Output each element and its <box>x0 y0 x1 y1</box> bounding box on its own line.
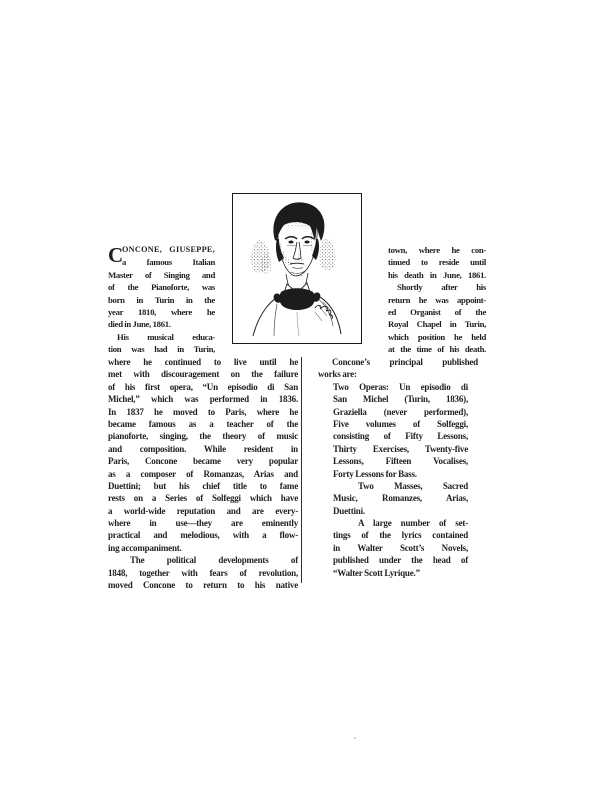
text-line: town, where he con- <box>388 245 486 255</box>
text-line: pianoforte, singing, the theory of music <box>108 431 298 442</box>
text-line: consisting of Fifty Lessons, <box>333 431 468 442</box>
text-line: of his first opera, “Un episodio di San <box>108 381 298 392</box>
text-line: tings of the lyrics contained <box>333 530 468 541</box>
text-line: tion was had in Turin, <box>108 344 215 355</box>
text-line: practical and melodious, with a flow- <box>108 530 298 541</box>
text-line: In 1837 he moved to Paris, where he <box>108 406 298 417</box>
text-line: where in use—they are eminently <box>108 518 298 529</box>
text-line: Lessons, Fifteen Vocalises, <box>333 456 468 467</box>
text-line: Two Operas: Un episodio di <box>333 381 468 392</box>
text-line: a world-wide reputation and are every- <box>108 505 298 516</box>
left-column-main-text <box>108 356 298 591</box>
text-line: tinued to reside until <box>388 257 486 268</box>
text-line: and composition. While resident in <box>108 443 298 454</box>
text-line: Paris, Concone became very popular <box>108 456 298 467</box>
text-line: ed Organist of the <box>388 306 486 317</box>
text-line: met with discouragement on the failure <box>108 369 298 380</box>
text-line: Michel,” which was performed in 1836. <box>108 394 298 405</box>
text-line: Duettini. <box>333 505 365 516</box>
scan-speck <box>354 737 356 739</box>
text-line: A large number of set- <box>358 518 468 529</box>
text-line: his death in June, 1861. <box>388 269 486 280</box>
text-line: of the Pianoforte, was <box>108 282 215 293</box>
text-line: “Walter Scott Lyrique.” <box>333 567 420 578</box>
text-line: return he was appoint- <box>388 294 486 305</box>
text-line: became famous as a teacher of the <box>108 418 298 429</box>
right-column-upper-text <box>388 244 486 356</box>
text-line: born in Turin in the <box>108 294 215 305</box>
text-line: Duettini; but his chief title to fame <box>108 480 298 491</box>
text-line: ing accompaniment. <box>108 542 182 553</box>
text-line: where he continued to live until he <box>108 357 298 367</box>
text-line: San Michel (Turin, 1836), <box>333 394 468 405</box>
text-line: His musical educa- <box>117 331 215 342</box>
text-line: Music, Romanzes, Arias, <box>333 493 468 504</box>
left-column-upper-text <box>108 244 215 356</box>
text-line: Graziella (never performed), <box>333 406 468 417</box>
text-line: The political developments of <box>130 555 298 566</box>
text-line: Concone’s principal published <box>332 357 478 367</box>
text-line: at the time of his death. <box>388 344 486 355</box>
text-line: Master of Singing and <box>108 269 215 280</box>
text-line: died in June, 1861. <box>108 319 171 330</box>
text-line: in Walter Scott’s Novels, <box>333 542 468 553</box>
portrait-engraving <box>233 194 361 343</box>
text-line: year 1810, where he <box>108 306 215 317</box>
text-line: Thirty Exercises, Twenty-five <box>333 443 468 454</box>
text-line: moved Concone to return to his native <box>108 580 298 591</box>
column-divider-rule <box>301 357 302 583</box>
text-line: as a composer of Romanzas, Arias and <box>108 468 298 479</box>
drop-cap: C <box>108 243 124 267</box>
text-line: Two Masses, Sacred <box>358 480 468 491</box>
text-line: a famous Italian <box>122 257 215 268</box>
text-line: ONCONE, GIUSEPPE, <box>122 245 215 254</box>
text-line: Royal Chapel in Turin, <box>388 319 486 330</box>
text-line: Five volumes of Solfeggi, <box>333 418 468 429</box>
right-column-main-text <box>318 356 478 579</box>
text-line: published under the head of <box>333 555 468 566</box>
portrait-frame <box>232 193 362 344</box>
text-line: Shortly after his <box>397 282 486 293</box>
text-line: Forty Lessons for Bass. <box>333 468 417 479</box>
text-line: 1848, together with fears of revolution, <box>108 567 298 578</box>
text-line: rests on a Series of Solfeggi which have <box>108 493 298 504</box>
text-line: which position he held <box>388 331 486 342</box>
text-line: works are: <box>318 369 357 380</box>
